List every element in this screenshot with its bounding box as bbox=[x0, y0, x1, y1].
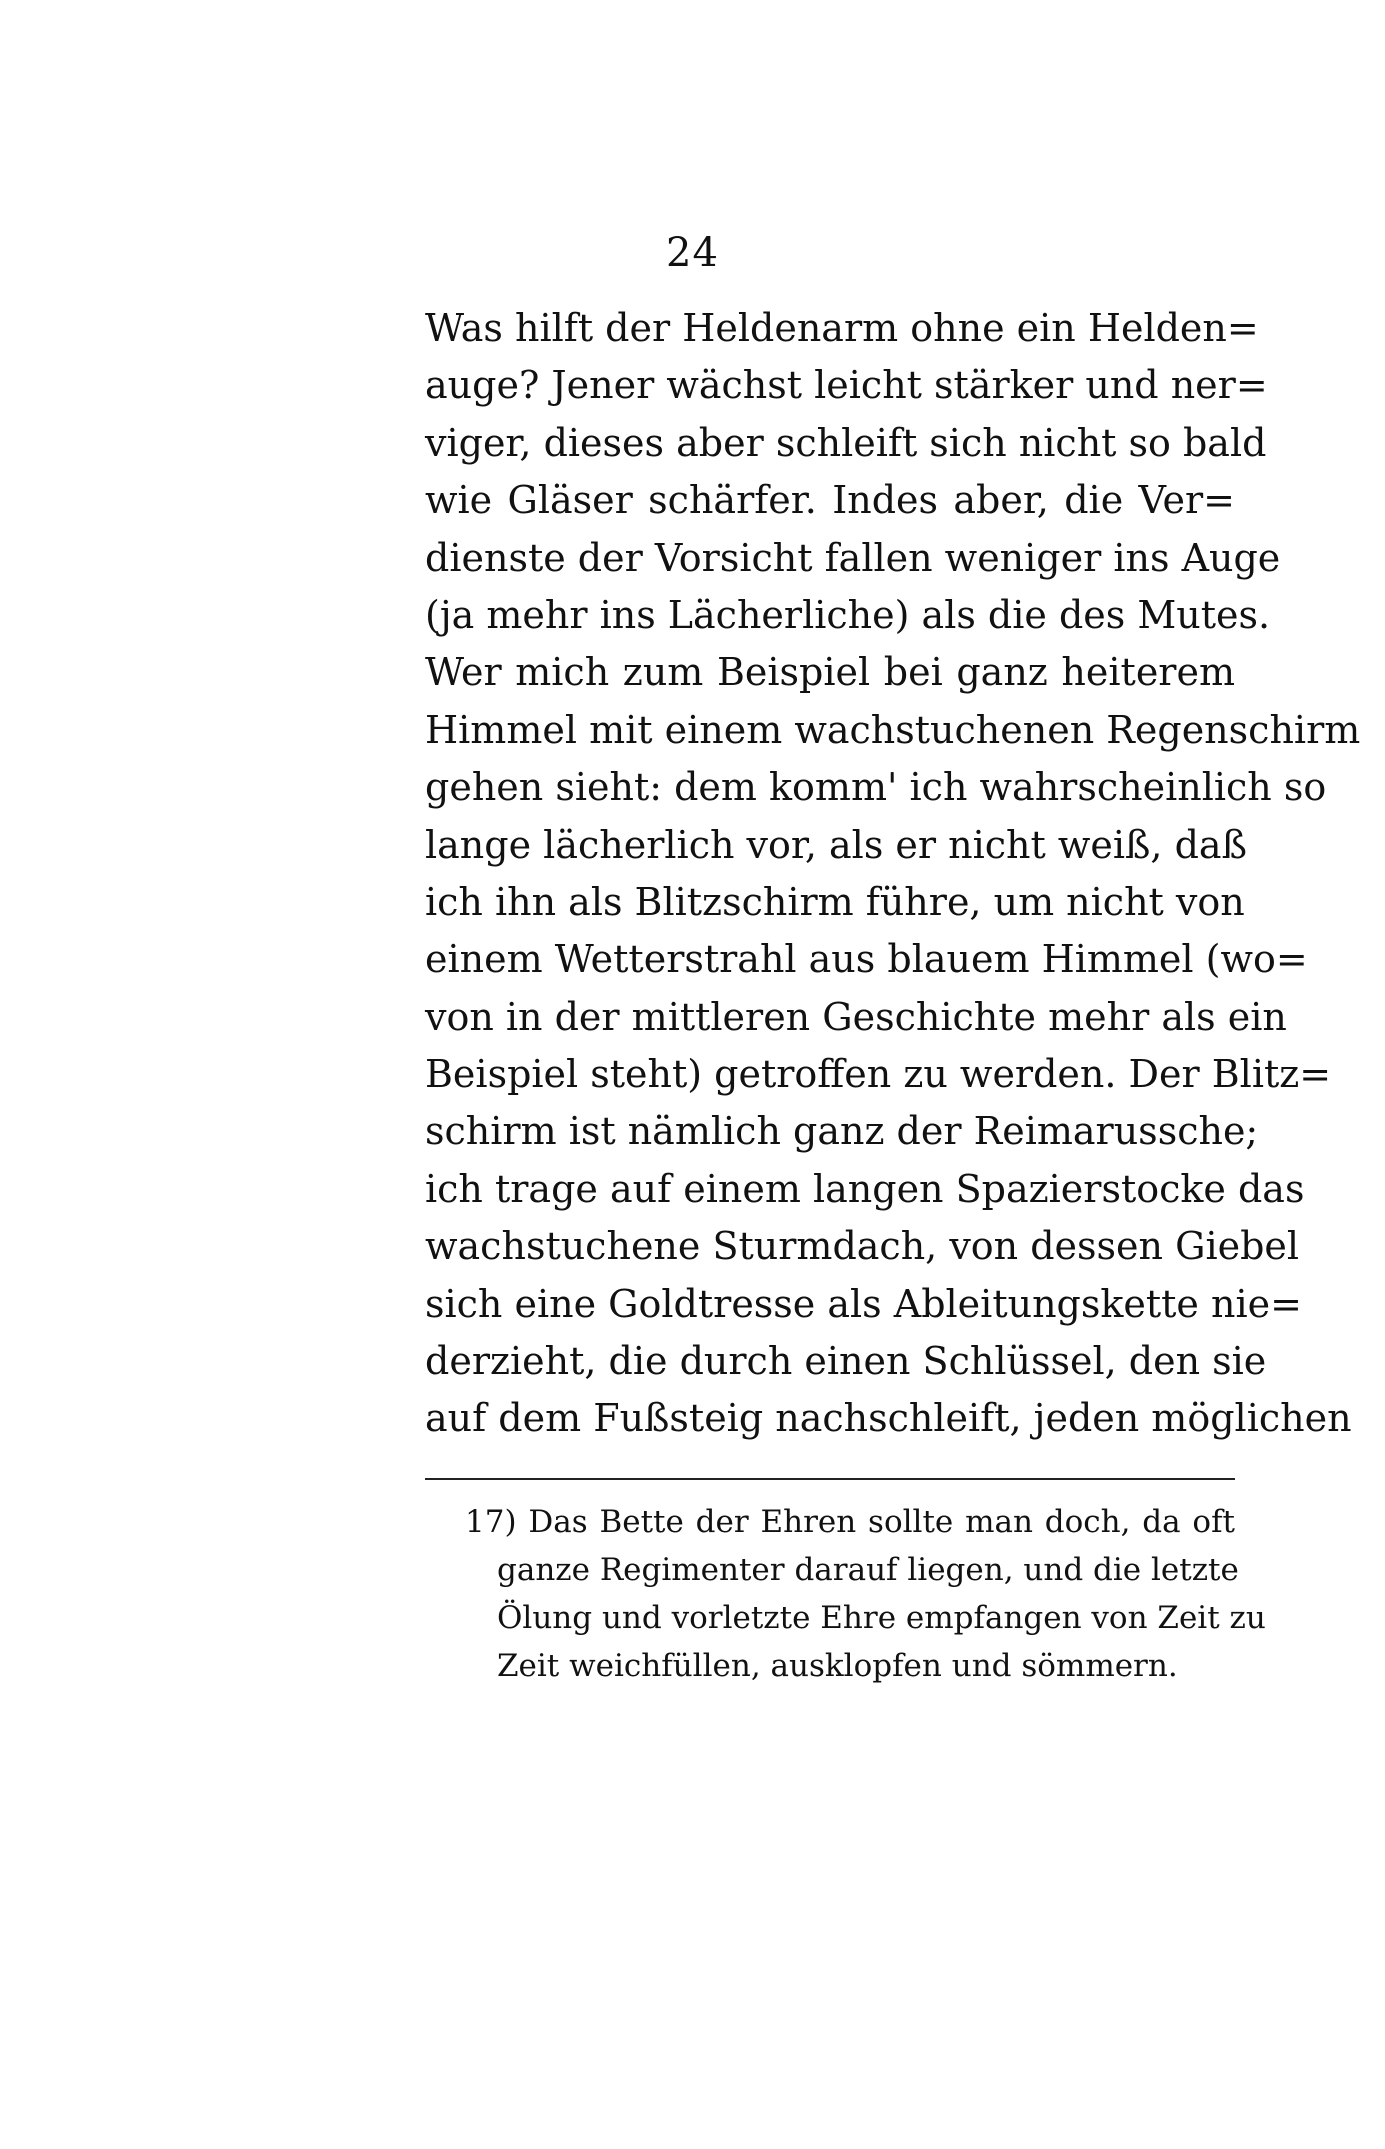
body-line: derzieht, die durch einen Schlüssel, den sie bbox=[425, 1339, 1267, 1384]
body-line: wachstuchene Sturmdach, von dessen Giebel bbox=[425, 1224, 1300, 1269]
footnote-line: ganze Regimenter darauf liegen, und die letzte bbox=[497, 1552, 1239, 1588]
body-line: viger, dieses aber schleift sich nicht so bald bbox=[425, 420, 1267, 465]
body-line: lange lächerlich vor, als er nicht weiß, daß bbox=[425, 822, 1247, 867]
body-line: Beispiel steht) getroffen zu werden. Der Blitz= bbox=[425, 1052, 1332, 1097]
body-line: ich ihn als Blitzschirm führe, um nicht von bbox=[425, 879, 1245, 924]
footnote-line: Zeit weichfüllen, ausklopfen und sömmern. bbox=[497, 1648, 1178, 1684]
body-line: Himmel mit einem wachstuchenen Regenschirm bbox=[425, 707, 1361, 752]
body-line: ich trage auf einem langen Spazierstocke das bbox=[425, 1166, 1305, 1211]
body-line: dienste der Vorsicht fallen weniger ins Auge bbox=[425, 535, 1281, 580]
body-line: (ja mehr ins Lächerliche) als die des Mutes. bbox=[425, 592, 1271, 637]
body-line: Wer mich zum Beispiel bei ganz heiterem bbox=[425, 650, 1235, 695]
body-line: sich eine Goldtresse als Ableitungskette nie= bbox=[425, 1281, 1302, 1326]
body-line: einem Wetterstrahl aus blauem Himmel (wo= bbox=[425, 937, 1308, 982]
page-number: 24 bbox=[666, 230, 719, 276]
body-text bbox=[425, 300, 1361, 1448]
body-line: Was hilft der Heldenarm ohne ein Helden= bbox=[425, 306, 1259, 350]
body-line: auge? Jener wächst leicht stärker und ner= bbox=[425, 363, 1268, 408]
body-line: schirm ist nämlich ganz der Reimarussche; bbox=[425, 1109, 1259, 1154]
footnote-line: 17) Das Bette der Ehren sollte man doch, da oft bbox=[465, 1504, 1235, 1540]
body-line: wie Gläser schärfer. Indes aber, die Ver= bbox=[425, 478, 1235, 523]
footnote-divider bbox=[425, 1478, 1235, 1480]
body-line: auf dem Fußsteig nachschleift, jeden möglichen bbox=[425, 1396, 1352, 1441]
body-line: von in der mittleren Geschichte mehr als ein bbox=[425, 994, 1287, 1039]
body-line: gehen sieht: dem komm' ich wahrscheinlich so bbox=[425, 765, 1327, 810]
footnote bbox=[465, 1498, 1266, 1690]
footnote-line: Ölung und vorletzte Ehre empfangen von Zeit zu bbox=[497, 1600, 1266, 1636]
